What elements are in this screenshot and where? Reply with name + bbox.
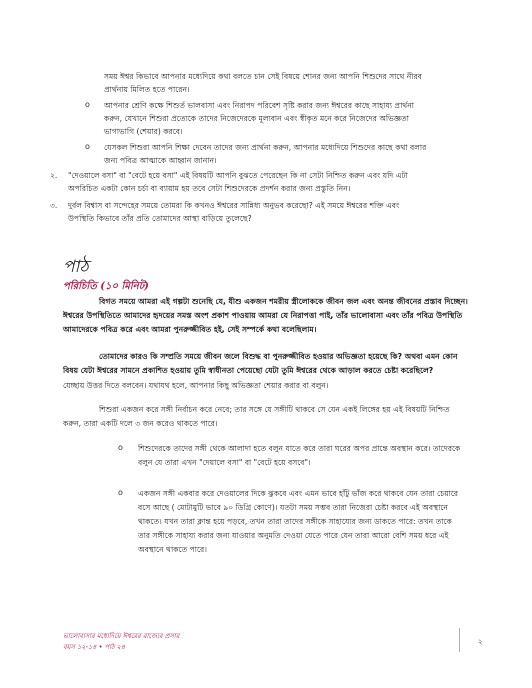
- item-number-3: ৩.: [50, 201, 58, 210]
- footer-title: ভালোবাসার মধ্যেদিয়ে ঈশ্বরের রাজ্যের প্রসার: [63, 632, 180, 640]
- item-3-line-a: দুর্বল বিশ্বাস বা সন্দেহের সময়ে তোমরা কি কখনও ঈশ্বরের সান্নিধ্য অনুভব করেছো? এই সময়ে ঈশ্বরের শক্তি এবং: [68, 201, 400, 210]
- activity-bullet-2d: তার সঙ্গীকে সাহায্য করার জন্য যাওয়ার অনুমতি দেওয়া যেতে পারে যেন তারা আরো বেশি সময় ধরে এই: [138, 531, 449, 540]
- activity-bullet-2e: অবস্থানে থাকতে পারে।: [138, 545, 207, 554]
- activity-bullet-1a: শিশুদেরকে তাদের সঙ্গী থেকে আলাদা হতে বলুন যাতে করে তারা ঘরের অপর প্রান্তে অবস্থান করে। তাদেরকে: [138, 444, 461, 453]
- question-bold-2: বিষয় যেটা ঈশ্বরের সামনে প্রকাশিত হওয়ায় তুমি স্বাধীনতা পেয়েছো যেটা তুমি ঈশ্বরের থেকে আড়াল করতে চেষ্টা করেছিলে?: [63, 366, 434, 375]
- prep-bullet-2a: যেসকল শিশুরা আপনি শিক্ষা দেবেন তাদের জন্য প্রার্থনা করুন, আপনার মধ্যেদিয়ে শিশুদের কাছে কথা বলার: [104, 143, 427, 152]
- activity-bullet-2c: থাকতে। যখন তারা ক্লান্ত হয়ে পড়বে, তখন তারা তাদের সঙ্গীকে সাহায্যের জন্য ডাকতে পারে: তখন তাকে: [138, 517, 452, 526]
- activity-bullet-2b: বসে আছে ( মোটামুটি ভাবে ৯০ ডিগ্রি কোণে)। যতটা সময় সম্ভব তারা নিজেরা চেষ্টা করবে এই অবস্থানে: [138, 503, 448, 512]
- footer-lesson: বয়স ১২-১৪ • পাঠ ২৪: [63, 643, 126, 651]
- item-3-line-b: উপস্থিতি কিভাবে তাঁর প্রতি তোমাদের আস্থা বাড়িয়ে তুলেছে?: [68, 214, 252, 223]
- intro-subheading: পরিচিতি (১০ মিনিট): [63, 281, 149, 292]
- prep-bullet-1c: ভাগাভাগি (শেয়ার) করবে।: [104, 127, 183, 136]
- prep-bullet-1b: করুন, যেখানে শিশুরা প্রত্যেকে তাদের নিজেদেরকে মূল্যবান এবং স্বীকৃত মনে করে নিজেদের অভিজ্ঞতা: [104, 114, 409, 123]
- prep-bullet-1a: আপনার শ্রেণি কক্ষে শিশুর্ত ভালবাসা এবং নিরাপদ পরিবেশ সৃষ্টি করার জন্য ঈশ্বরের কাছে সাহায্য প্রার্থনা: [104, 101, 414, 110]
- section-heading: পাঠ: [63, 257, 89, 277]
- intro-bold-1: বিগত সময়ে আমরা এই গল্পটা শুনেছি যে, যীশু একজন শমরীয় স্ত্রীলোককে জীবন জল এবং অনন্ত জীবনের প্রস্তাব দিচ্ছেন।: [99, 297, 468, 306]
- pairing-text-b: করুন, তারা একটি দলে ৩ জন করেও থাকতে পারে।: [63, 419, 218, 428]
- prep-bullet-2b: জন্য পবিত্র আত্মাকে আহ্বান জানান।: [104, 156, 217, 165]
- bullet-marker-3: ο: [118, 443, 123, 452]
- bullet-marker-4: ο: [118, 488, 123, 497]
- intro-bold-2: ঈশ্বরের উপস্থিতিতে আমাদের হৃদয়ের সমস্ত অংশ প্রকাশ পাওয়ায় আমরা যে নিরাপত্তা পাই, তাঁর ভালোবাসা এবং তাঁর পবিত্র উপস্থিতি: [63, 311, 463, 320]
- prep-text-1a: সময় ঈশ্বর কিভাবে আপনার মধ্যেদিয়ে কথা বলতে চান সেই বিষয়ে শোনর জন্য আপনি শিশুদের সাথে নীরব: [104, 72, 422, 81]
- prep-text-1b: প্রার্থনায় মিলিত হতে পারেন।: [104, 85, 190, 94]
- bullet-marker-1: ο: [85, 100, 90, 109]
- item-2-line-b: অপরিচিত একটা কোন চর্চা বা ব্যায়াম হয় তবে সেটা শিশুদেরকে প্রদর্শন করার জন্য প্রস্তুতি নিন।: [68, 184, 351, 193]
- pairing-text-a: শিশুরা একজন করে সঙ্গী নির্বাচন করে নেবে; তার সঙ্গে যে সঙ্গীটি থাকবে সে যেন একই লিঙ্গের হয় এই বিষয়টি নিশ্চিত: [99, 405, 450, 414]
- activity-bullet-1b: বলুন যে তারা এখন "দেয়ালে বসা" বা "বেটে হয়ে বসবে"।: [138, 458, 311, 467]
- item-number-2: ২.: [50, 171, 58, 180]
- question-instruction: যেচ্ছায় উত্তর দিতে বলবেন। যথাযথ হলে, আপনার কিছু অভিজ্ঞতা শেয়ার করার বা বলুন।: [63, 381, 329, 390]
- page-number: ২: [478, 638, 483, 646]
- item-2-line-a: "দেওয়ালে বসা" বা "বেটে হয়ে বসা" এই বিষয়টি আপনি বুঝতে পেরেছেন কি না সেটা নিশ্চিত করুন এবং যদি এটা: [68, 171, 408, 180]
- bullet-marker-2: ο: [85, 142, 90, 151]
- activity-bullet-2a: একজন সঙ্গী একবার করে দেওয়ালের দিকে ঝুকবে এবং এমন ভাবে হাঁটু ভাঁজ করে থাকবে যেন তারা চেয়ারে: [138, 489, 459, 498]
- footer-divider: [459, 628, 460, 652]
- intro-bold-3: আমাদেরকে পবিত্র করে এবং আমরা পুনরুজ্জীবিত হই, সেই সম্পর্কে কথা বলেছিলাম।: [63, 325, 317, 334]
- question-bold-1: তোমাদের কারও কি সম্প্রতি সময়ে জীবন জলে বিশুদ্ধ বা পুনরুজ্জীবিত হওয়ার অভিজ্ঞতা হয়েছে কি? অথবা এমন কোন: [99, 352, 458, 361]
